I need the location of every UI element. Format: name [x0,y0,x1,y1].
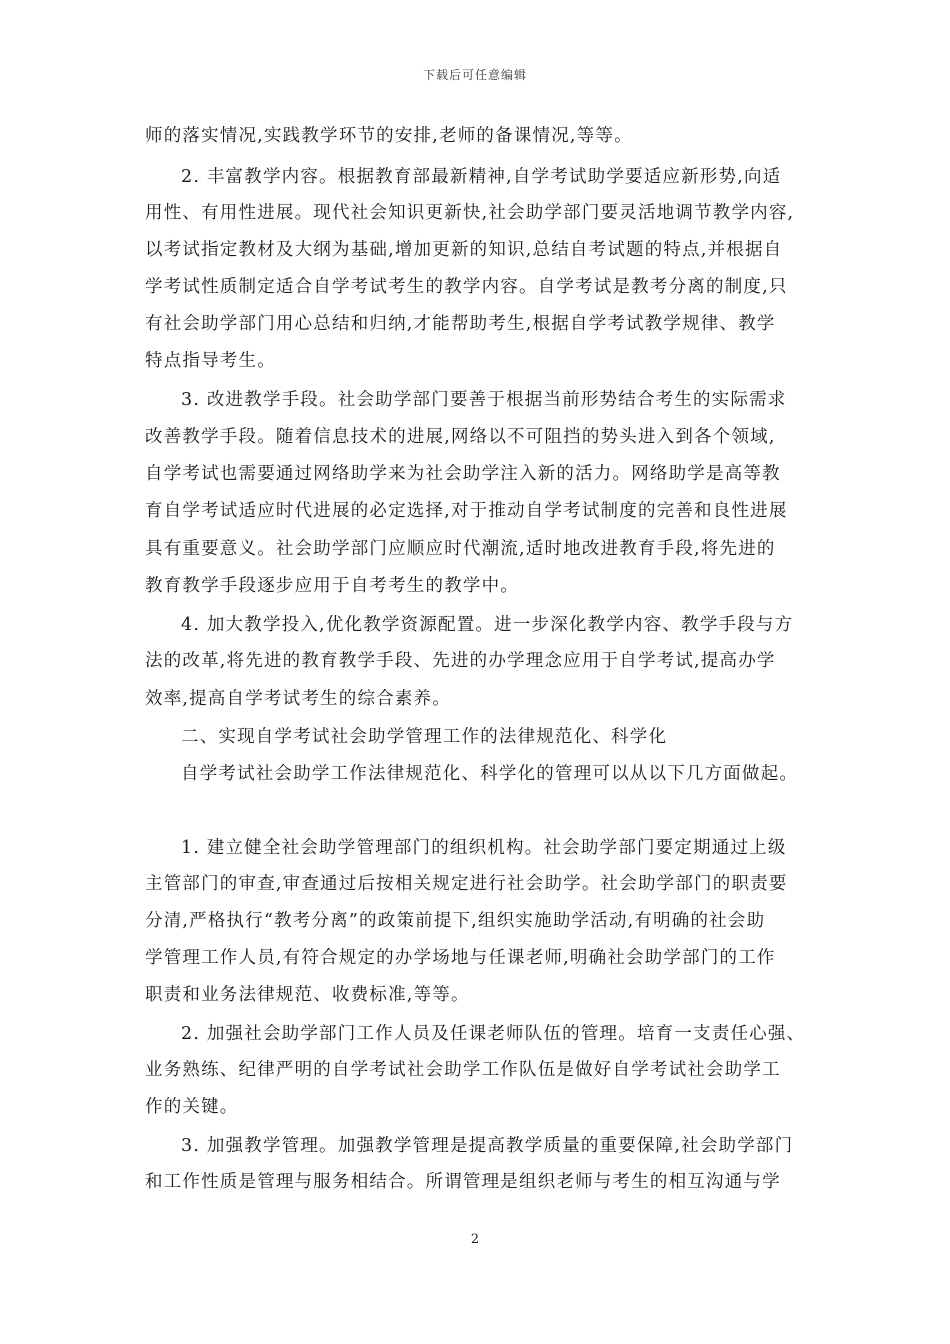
body-line: 2. 加强社会助学部门工作人员及任课老师队伍的管理。培育一支责任心强、 [181,1024,806,1044]
page-number: 2 [470,1232,480,1247]
body-line: 以考试指定教材及大纲为基础,增加更新的知识,总结自考试题的特点,并根据自 [145,240,783,260]
body-line: 1. 建立健全社会助学管理部门的组织机构。社会助学部门要定期通过上级 [181,838,787,858]
body-line: 学考试性质制定适合自学考试考生的教学内容。自学考试是教考分离的制度,只 [145,277,788,297]
body-line: 法的改革,将先进的教育教学手段、先进的办学理念应用于自学考试,提高办学 [145,651,776,671]
body-line: 主管部门的审查,审查通过后按相关规定进行社会助学。社会助学部门的职责要 [145,874,788,894]
body-line: 效率,提高自学考试考生的综合素养。 [145,689,451,709]
body-line: 有社会助学部门用心总结和归纳,才能帮助考生,根据自学考试教学规律、教学 [145,314,776,334]
body-line: 改善教学手段。随着信息技术的进展,网络以不可阻挡的势头进入到各个领域, [145,427,776,447]
body-line: 具有重要意义。社会助学部门应顺应时代潮流,适时地改进教育手段,将先进的 [145,539,776,559]
body-line: 作的关键。 [145,1097,239,1117]
body-line: 4. 加大教学投入,优化教学资源配置。进一步深化教学内容、教学手段与方 [181,615,794,635]
body-line: 职责和业务法律规范、收费标准,等等。 [145,985,470,1005]
body-line: 学管理工作人员,有符合规定的办学场地与任课老师,明确社会助学部门的工作 [145,948,776,968]
body-line: 用性、有用性进展。现代社会知识更新快,社会助学部门要灵活地调节教学内容, [145,203,795,223]
section-heading: 二、实现自学考试社会助学管理工作的法律规范化、科学化 [181,727,668,747]
body-line: 自学考试社会助学工作法律规范化、科学化的管理可以从以下几方面做起。 [181,764,799,784]
body-line: 师的落实情况,实践教学环节的安排,老师的备课情况,等等。 [145,126,633,146]
body-line: 育自学考试适应时代进展的必定选择,对于推动自学考试制度的完善和良性进展 [145,501,788,521]
body-line: 3. 加强教学管理。加强教学管理是提高教学质量的重要保障,社会助学部门 [181,1136,794,1156]
body-line: 3. 改进教学手段。社会助学部门要善于根据当前形势结合考生的实际需求 [181,390,787,410]
body-line: 和工作性质是管理与服务相结合。所谓管理是组织老师与考生的相互沟通与学 [145,1172,781,1192]
body-line: 2. 丰富教学内容。根据教育部最新精神,自学考试助学要适应新形势,向适 [181,167,782,187]
body-line: 自学考试也需要通过网络助学来为社会助学注入新的活力。网络助学是高等教 [145,464,781,484]
page-header: 下载后可任意编辑 [422,68,527,82]
body-line: 特点指导考生。 [145,351,276,371]
body-line: 分清,严格执行“教考分离”的政策前提下,组织实施助学活动,有明确的社会助 [145,911,766,931]
body-line: 业务熟练、纪律严明的自学考试社会助学工作队伍是做好自学考试社会助学工 [145,1060,781,1080]
body-line: 教育教学手段逐步应用于自考考生的教学中。 [145,576,519,596]
